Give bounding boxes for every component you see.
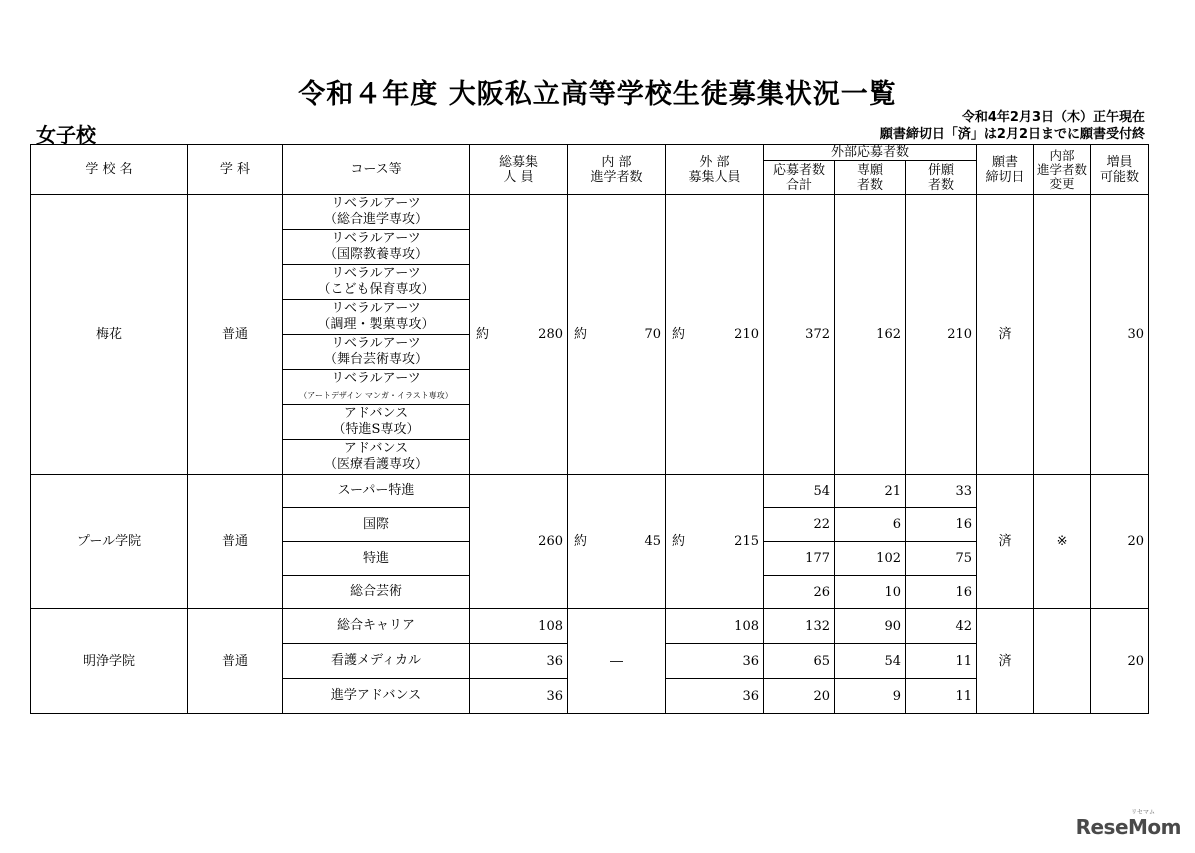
header-external: 外 部 募集人員 (666, 145, 764, 195)
single-applicants: 102 (835, 542, 906, 576)
total-quota: 108 (470, 609, 568, 644)
internal-change (1034, 609, 1091, 714)
internal-change: ※ (1034, 475, 1091, 609)
course-cell: リベラルアーツ （国際教養専攻） (283, 230, 470, 265)
single-applicants: 10 (835, 576, 906, 609)
applicants-total: 26 (764, 576, 835, 609)
header-total: 総募集 人 員 (470, 145, 568, 195)
internal-count: ― (568, 609, 666, 714)
header-school: 学 校 名 (31, 145, 188, 195)
school-name: 明浄学院 (31, 609, 188, 714)
category-label: 女子校 (36, 123, 96, 147)
combined-applicants: 16 (906, 576, 977, 609)
external-quota: 108 (666, 609, 764, 644)
header-single: 専願 者数 (835, 161, 906, 195)
single-applicants: 90 (835, 609, 906, 644)
school-dept: 普通 (188, 475, 283, 609)
total-quota: 36 (470, 644, 568, 679)
header-app-total: 応募者数 合計 (764, 161, 835, 195)
single-applicants: 162 (835, 195, 906, 475)
course-cell: リベラルアーツ （総合進学専攻） (283, 195, 470, 230)
internal-change (1034, 195, 1091, 475)
course-cell: リベラルアーツ （アートデザイン マンガ・イラスト専攻） (283, 370, 470, 405)
deadline-status: 済 (977, 195, 1034, 475)
school-dept: 普通 (188, 609, 283, 714)
applicants-total: 177 (764, 542, 835, 576)
course-cell: 国際 (283, 508, 470, 542)
external-quota: 約 210 (666, 195, 764, 475)
combined-applicants: 11 (906, 644, 977, 679)
course-cell: リベラルアーツ （調理・製菓専攻） (283, 300, 470, 335)
resemom-logo: ReseMom (1075, 815, 1181, 839)
deadline-status: 済 (977, 475, 1034, 609)
applicants-total: 22 (764, 508, 835, 542)
external-quota: 36 (666, 679, 764, 714)
applicants-total: 54 (764, 475, 835, 508)
combined-applicants: 42 (906, 609, 977, 644)
school-name: 梅花 (31, 195, 188, 475)
increase-possible: 20 (1091, 475, 1149, 609)
combined-applicants: 16 (906, 508, 977, 542)
course-cell: 看護メディカル (283, 644, 470, 679)
single-applicants: 9 (835, 679, 906, 714)
deadline-status: 済 (977, 609, 1034, 714)
page-title: 令和４年度 大阪私立高等学校生徒募集状況一覧 (298, 79, 897, 110)
total-quota: 36 (470, 679, 568, 714)
as-of-date: 令和4年2月3日（木）正午現在 (961, 110, 1145, 125)
course-cell: リベラルアーツ （こども保育専攻） (283, 265, 470, 300)
increase-possible: 20 (1091, 609, 1149, 714)
single-applicants: 21 (835, 475, 906, 508)
applicants-total: 132 (764, 609, 835, 644)
header-combined: 併願 者数 (906, 161, 977, 195)
header-internal-change: 内部 進学者数 変更 (1034, 145, 1091, 195)
course-cell: 総合キャリア (283, 609, 470, 644)
course-cell: 進学アドバンス (283, 679, 470, 714)
logo-subtext: リセマム (1131, 809, 1155, 816)
applicants-total: 65 (764, 644, 835, 679)
header-course: コース等 (283, 145, 470, 195)
internal-count: 約 45 (568, 475, 666, 609)
course-cell: 特進 (283, 542, 470, 576)
external-quota: 約 215 (666, 475, 764, 609)
school-dept: 普通 (188, 195, 283, 475)
header-deadline: 願書 締切日 (977, 145, 1034, 195)
header-internal: 内 部 進学者数 (568, 145, 666, 195)
course-cell: スーパー特進 (283, 475, 470, 508)
deadline-note: 願書締切日「済」は2月2日までに願書受付終 (879, 127, 1145, 142)
combined-applicants: 210 (906, 195, 977, 475)
internal-count: 約 70 (568, 195, 666, 475)
header-dept: 学 科 (188, 145, 283, 195)
header-ext-applicants: 外部応募者数 (764, 145, 977, 161)
external-quota: 36 (666, 644, 764, 679)
applicants-total: 20 (764, 679, 835, 714)
course-cell: アドバンス （医療看護専攻） (283, 440, 470, 475)
course-cell: 総合芸術 (283, 576, 470, 609)
course-cell: リベラルアーツ （舞台芸術専攻） (283, 335, 470, 370)
combined-applicants: 75 (906, 542, 977, 576)
increase-possible: 30 (1091, 195, 1149, 475)
course-cell: アドバンス （特進S専攻） (283, 405, 470, 440)
applicants-total: 372 (764, 195, 835, 475)
enrollment-table (30, 144, 1149, 714)
total-quota: 約 280 (470, 195, 568, 475)
school-name: プール学院 (31, 475, 188, 609)
single-applicants: 6 (835, 508, 906, 542)
combined-applicants: 11 (906, 679, 977, 714)
single-applicants: 54 (835, 644, 906, 679)
combined-applicants: 33 (906, 475, 977, 508)
header-increase: 増員 可能数 (1091, 145, 1149, 195)
total-quota: 260 (470, 475, 568, 609)
